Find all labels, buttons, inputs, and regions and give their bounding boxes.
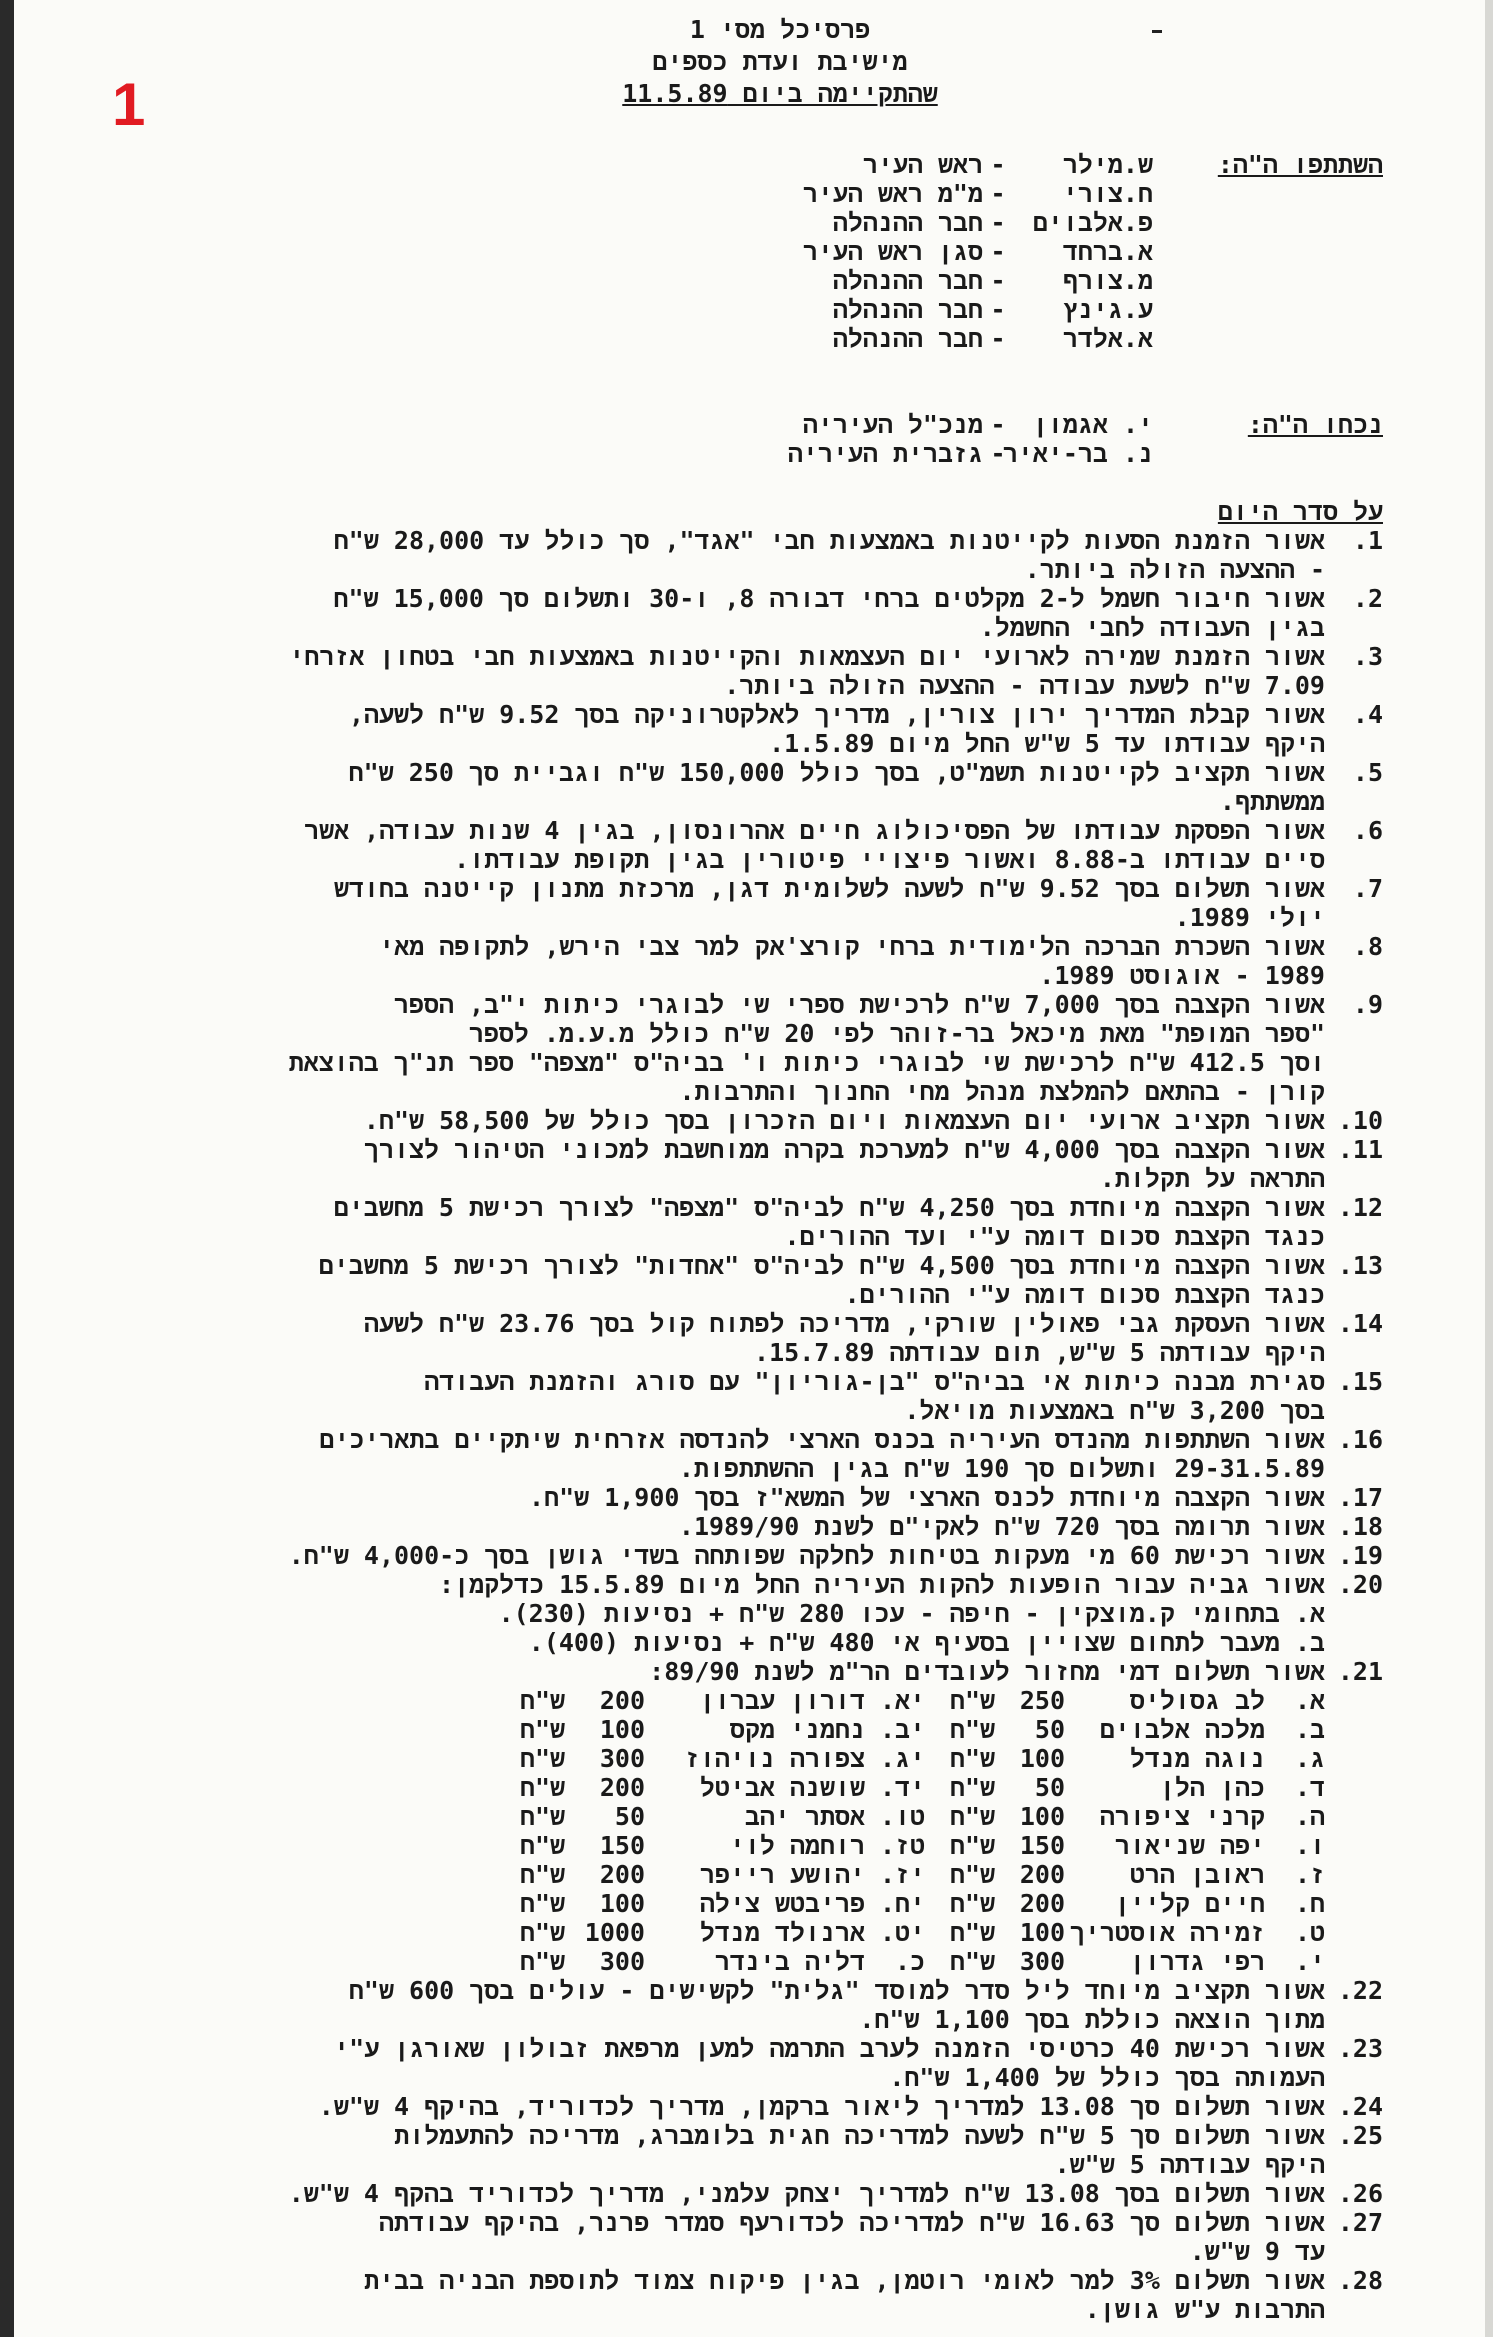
person-name: ח.צורי (1062, 179, 1153, 208)
payment-amount: 300 (1019, 1947, 1065, 1976)
payment-amount: 250 (1019, 1686, 1065, 1715)
agenda-item (173, 2266, 1383, 2324)
payment-letter: טז. (879, 1831, 925, 1860)
agenda-item-number: 18. (1337, 1512, 1383, 1541)
document-header (560, 14, 1000, 110)
person-separator: - (990, 179, 1006, 208)
payment-currency: ש"ח (519, 1744, 565, 1773)
person-role: חבר ההנהלה (832, 324, 983, 353)
payment-letter: ט. (1294, 1918, 1325, 1947)
payment-letter: י. (1294, 1947, 1325, 1976)
payment-letter: יד. (879, 1773, 925, 1802)
agenda-item-number: 17. (1337, 1483, 1383, 1512)
person-row (803, 208, 1153, 237)
agenda-heading: על סדר היום (1217, 497, 1383, 526)
payment-currency: ש"ח (519, 1686, 565, 1715)
payment-letter: א. (1294, 1686, 1325, 1715)
payment-amount: 50 (1034, 1773, 1065, 1802)
agenda-item (173, 1309, 1383, 1367)
agenda-item-number: 4. (1352, 700, 1383, 729)
agenda-item (173, 1512, 1383, 1541)
agenda-item-number: 15. (1337, 1367, 1383, 1396)
payment-currency: ש"ח (949, 1831, 995, 1860)
person-row (788, 410, 1153, 439)
person-name: ש.מילר (1062, 150, 1153, 179)
payment-amount: 200 (599, 1773, 645, 1802)
payment-name: יהושע רייפר (699, 1860, 865, 1889)
payment-amount: 100 (1019, 1918, 1065, 1947)
agenda-item-number: 21. (1337, 1657, 1383, 1686)
payment-name: נחמני מקס (729, 1715, 865, 1744)
payment-letter: ב. (1294, 1715, 1325, 1744)
payment-amount: 300 (599, 1947, 645, 1976)
agenda-item-text: אשור גביה עבור הופעות להקות העיריה החל מיום 15.5.89 כדלקמן: א. בתחומי ק.מוצקין - חיפה - עכו 280 ש"ח + נסיעות (230). ב. מעבר לתחום שצויין בסעיף אי 480 ש"ח + נסיעות (400). (439, 1570, 1325, 1657)
agenda-item-number: 10. (1337, 1106, 1383, 1135)
agenda-item-text: אשור תשלום סך 13.08 למדריך ליאור ברקמן, מדריך לכדוריד, בהיקף 4 ש"ש. (318, 2092, 1325, 2121)
payment-amount: 300 (599, 1744, 645, 1773)
agenda-item-text: אשור הקצבה בסך 4,000 ש"ח למערכת בקרה ממוחשבת למכוני הטיהור לצורך התראה על תקלות. (364, 1135, 1325, 1193)
payment-currency: ש"ח (949, 1947, 995, 1976)
payment-letter: ו. (1294, 1831, 1325, 1860)
payment-letter: יח. (879, 1889, 925, 1918)
agenda-item-number: 27. (1337, 2208, 1383, 2237)
agenda-item-text: אשור תשלום בסך 9.52 ש"ח לשעה לשלומית דגן, מרכזת מתנון קייטנה בחודש יולי 1989. (333, 874, 1325, 932)
person-role: מ"מ ראש העיר (802, 179, 983, 208)
person-separator: - (990, 150, 1006, 179)
agenda-item-text: אשור הזמנת הסעות לקייטנות באמצעות חבי "אגד", סך כולל עד 28,000 ש"ח - ההצעה הזולה ביותר. (333, 526, 1325, 584)
agenda-item (173, 1106, 1383, 1135)
agenda-item-number: 22. (1337, 1976, 1383, 2005)
payment-letter: טו. (879, 1802, 925, 1831)
agenda-item (173, 2121, 1383, 2179)
present-label: נכחו ה"ה: (1247, 410, 1383, 439)
agenda-items (173, 526, 1383, 2324)
agenda-item-text: אשור תקציב לקייטנות תשמ"ט, בסך כולל 150,000 ש"ח וגביית סך 250 ש"ח ממשתתף. (348, 758, 1325, 816)
person-separator: - (990, 324, 1006, 353)
payment-currency: ש"ח (519, 1860, 565, 1889)
payment-name: רוחמה לוי (729, 1831, 865, 1860)
payment-amount: 50 (614, 1802, 645, 1831)
agenda-item (173, 874, 1383, 932)
person-separator: - (990, 439, 1006, 468)
person-role: חבר ההנהלה (832, 295, 983, 324)
payment-name: חיים קליין (1114, 1889, 1265, 1918)
agenda-item (173, 1657, 1383, 1686)
person-separator: - (990, 237, 1006, 266)
agenda-item-number: 20. (1337, 1570, 1383, 1599)
agenda-item (173, 2179, 1383, 2208)
person-role: סגן ראש העיר (802, 237, 983, 266)
present-list (788, 410, 1153, 468)
agenda-item (173, 990, 1383, 1106)
payment-letter: ח. (1294, 1889, 1325, 1918)
person-row (803, 295, 1153, 324)
payment-name: צפורה נויהוז (684, 1744, 865, 1773)
page-number: 1 (112, 71, 146, 138)
payment-amount: 200 (599, 1860, 645, 1889)
participants-list (803, 150, 1153, 353)
payment-name: יפה שניאור (1114, 1831, 1265, 1860)
agenda-item-text: אשור תשלום סך 5 ש"ח לשעה למדריכה חגית בלומברג, מדריכה להתעמלות היקף עבודתה 5 ש"ש. (394, 2121, 1325, 2179)
payment-name: ארנולד מנדל (699, 1918, 865, 1947)
person-row (803, 324, 1153, 353)
agenda-item-number: 12. (1337, 1193, 1383, 1222)
agenda-item (173, 1976, 1383, 2034)
person-row (803, 266, 1153, 295)
agenda-item-text: אשור תרומה בסך 720 ש"ח לאקי"ם לשנת 1989/90. (678, 1512, 1325, 1541)
person-row (803, 237, 1153, 266)
person-role: גזברית העיריה (787, 439, 983, 468)
agenda-item (173, 1425, 1383, 1483)
agenda-item-text: אשור רכישת 40 כרטיסי הזמנה לערב התרמה למען מרפאת זבולון שאורגן ע"י העמותה בסך כולל של 1,400 ש"ח. (334, 2034, 1325, 2092)
agenda-item-number: 11. (1337, 1135, 1383, 1164)
payment-name: זמירה אוסטריך (1069, 1918, 1265, 1947)
scan-mark (1152, 30, 1162, 33)
payment-letter: יט. (879, 1918, 925, 1947)
agenda-item-number: 23. (1337, 2034, 1383, 2063)
payment-currency: ש"ח (949, 1686, 995, 1715)
agenda-item-number: 7. (1352, 874, 1383, 903)
agenda-item-text: אשור השכרת הברכה הלימודית ברחי קורצ'אק למר צבי הירש, לתקופה מאי 1989 - אוגוסט 1989. (379, 932, 1325, 990)
agenda-item-text: אשור הקצבה מיוחדת בסך 4,250 ש"ח לביה"ס "מצפה" לצורך רכישת 5 מחשבים כנגד הקצבת סכום דומה ע"י ועד ההורים. (333, 1193, 1325, 1251)
person-separator: - (990, 266, 1006, 295)
payment-currency: ש"ח (519, 1831, 565, 1860)
person-row (788, 439, 1153, 468)
agenda-item (173, 2208, 1383, 2266)
agenda-item (173, 2034, 1383, 2092)
payment-name: פריבטש צילה (699, 1889, 865, 1918)
agenda-item-text: אשור הפסקת עבודתו של הפסיכולוג חיים אהרונסון, בגין 4 שנות עבודה, אשר סיים עבודתו ב-8.88 ואשור פיצויי פיטורין בגין תקופת עבודתו. (304, 816, 1325, 874)
agenda-item (173, 642, 1383, 700)
payment-amount: 150 (599, 1831, 645, 1860)
payment-currency: ש"ח (519, 1889, 565, 1918)
agenda-item (173, 526, 1383, 584)
payment-amount: 50 (1034, 1715, 1065, 1744)
payment-name: קרני ציפורה (1099, 1802, 1265, 1831)
person-role: חבר ההנהלה (832, 266, 983, 295)
payment-name: כהן הלן (1159, 1773, 1265, 1802)
agenda-item-number: 2. (1352, 584, 1383, 613)
payment-name: רפי גדרון (1129, 1947, 1265, 1976)
agenda-item (173, 816, 1383, 874)
payment-currency: ש"ח (949, 1918, 995, 1947)
payment-name: דליה בינדר (714, 1947, 865, 1976)
agenda-item-text: אשור תקציב ארועי יום העצמאות ויום הזכרון בסך כולל של 58,500 ש"ח. (363, 1106, 1325, 1135)
payment-currency: ש"ח (519, 1802, 565, 1831)
header-title: פרסיכל מסי 1 (689, 15, 871, 44)
payment-letter: ז. (1294, 1860, 1325, 1889)
payment-name: נוגה מנדל (1129, 1744, 1265, 1773)
payment-currency: ש"ח (519, 1918, 565, 1947)
agenda-item (173, 1483, 1383, 1512)
agenda-item-text: אשור תשלום סך 16.63 ש"ח למדריכה לכדורעף סמדר פרנר, בהיקף עבודתה עד 9 ש"ש. (379, 2208, 1325, 2266)
agenda-item-text: אשור השתתפות מהנדס העיריה בכנס הארצי להנדסה אזרחית שיתקיים בתאריכים 29-31.5.89 ותשלום סך 190 ש"ח בגין ההשתתפות. (319, 1425, 1325, 1483)
agenda-item (173, 1135, 1383, 1193)
payment-letter: יז. (879, 1860, 925, 1889)
payment-letter: יג. (879, 1744, 925, 1773)
payment-amount: 100 (1019, 1802, 1065, 1831)
agenda-item-number: 19. (1337, 1541, 1383, 1570)
payment-currency: ש"ח (949, 1889, 995, 1918)
payment-currency: ש"ח (949, 1773, 995, 1802)
agenda-item (173, 1541, 1383, 1570)
agenda-item-number: 24. (1337, 2092, 1383, 2121)
person-name: א.ברחד (1062, 237, 1153, 266)
agenda-item-number: 3. (1352, 642, 1383, 671)
person-role: ראש העיר (862, 150, 983, 179)
payment-letter: יא. (879, 1686, 925, 1715)
agenda-item-text: אשור תשלום בסך 13.08 ש"ח למדריך יצחק עלמני, מדריך לכדוריד בהקף 4 ש"ש. (288, 2179, 1325, 2208)
payment-name: מלכה אלבוים (1099, 1715, 1265, 1744)
payment-amount: 150 (1019, 1831, 1065, 1860)
person-row (803, 150, 1153, 179)
person-name: י. אגמון (1032, 410, 1153, 439)
agenda-item-number: 16. (1337, 1425, 1383, 1454)
payment-amount: 1000 (584, 1918, 645, 1947)
agenda-item-text: אשור הקצבה מיוחדת לכנס הארצי של המשא"ז בסך 1,900 ש"ח. (529, 1483, 1325, 1512)
payment-amount: 200 (1019, 1860, 1065, 1889)
person-role: חבר ההנהלה (832, 208, 983, 237)
agenda-item (173, 932, 1383, 990)
payment-name: דורון עברון (699, 1686, 865, 1715)
person-separator: - (990, 208, 1006, 237)
payment-currency: ש"ח (519, 1773, 565, 1802)
agenda-item-text: אשור הקצבה בסך 7,000 ש"ח לרכישת ספרי שי לבוגרי כיתות י"ב, הספר "ספר המופת" מאת מיכאל בר-זוהר לפי 20 ש"ח כולל מ.ע.מ. לספר וסך 412.5 ש"ח לרכישת שי לבוגרי כיתות ו' בביה"ס "מצפה" ספר תנ"ך בהוצאת קורן - בהתאם להמלצת מנהל מחי החנוך והתרבות. (288, 990, 1325, 1106)
agenda-item-text: אשור תקציב מיוחד ליל סדר למוסד "גלית" לקשישים - עולים בסך 600 ש"ח מתוך הוצאה כוללת בסך 1,100 ש"ח. (348, 1976, 1325, 2034)
payment-name: לב גסוליס (1129, 1686, 1265, 1715)
header-subtitle: מישיבת ועדת כספים (652, 47, 908, 76)
payment-letter: יב. (879, 1715, 925, 1744)
agenda-item-number: 28. (1337, 2266, 1383, 2295)
payment-name: ראובן הרט (1129, 1860, 1265, 1889)
agenda-item-number: 14. (1337, 1309, 1383, 1338)
agenda-item (173, 700, 1383, 758)
participants-label: השתתפו ה"ה: (1217, 150, 1383, 179)
agenda-item (173, 584, 1383, 642)
payment-amount: 100 (1019, 1744, 1065, 1773)
agenda-item (173, 1193, 1383, 1251)
payments-table (425, 1686, 1383, 1976)
person-name: א.אלדר (1062, 324, 1153, 353)
agenda-item (173, 1367, 1383, 1425)
agenda-item (173, 758, 1383, 816)
agenda-item-number: 13. (1337, 1251, 1383, 1280)
agenda-item (173, 2092, 1383, 2121)
person-separator: - (990, 295, 1006, 324)
agenda-item-number: 26. (1337, 2179, 1383, 2208)
person-name: ע.גינץ (1062, 295, 1153, 324)
payment-currency: ש"ח (949, 1860, 995, 1889)
agenda-item-text: אשור חיבור חשמל ל-2 מקלטים ברחי דבורה 8, ו-30 ותשלום סך 15,000 ש"ח בגין העבודה לחבי החשמל. (333, 584, 1325, 642)
payment-letter: ה. (1294, 1802, 1325, 1831)
agenda-item (173, 1251, 1383, 1309)
agenda-item-number: 5. (1352, 758, 1383, 787)
payment-currency: ש"ח (949, 1715, 995, 1744)
agenda-item-number: 8. (1352, 932, 1383, 961)
agenda-item-text: אשור הקצבה מיוחדת בסך 4,500 ש"ח לביה"ס "אחדות" לצורך רכישת 5 מחשבים כנגד הקצבת סכום דומה ע"י ההורים. (318, 1251, 1325, 1309)
agenda-item-text: אשור הזמנת שמירה לארועי יום העצמאות והקייטנות באמצעות חבי בטחון אזרחי 7.09 ש"ח לשעת עבודה - ההצעה הזולה ביותר. (289, 642, 1325, 700)
payment-amount: 200 (599, 1686, 645, 1715)
scan-edge-left (0, 0, 14, 2337)
agenda-item-text: אשור תשלום 3% למר לאומי רוטמן, בגין פיקוח צמוד לתוספת הבניה בבית התרבות ע"ש גושן. (364, 2266, 1325, 2324)
agenda-item-text: סגירת מבנה כיתות אי בביה"ס "בן-גוריון" עם סורג והזמנת העבודה בסך 3,200 ש"ח באמצעות מויאל. (424, 1367, 1325, 1425)
agenda-item-number: 9. (1352, 990, 1383, 1019)
person-role: מנכ"ל העיריה (802, 410, 983, 439)
payment-amount: 100 (599, 1889, 645, 1918)
agenda-item (173, 1570, 1383, 1657)
person-separator: - (990, 410, 1006, 439)
payment-letter: כ. (894, 1947, 925, 1976)
person-name: נ. בר-יאיר (1002, 439, 1153, 468)
agenda-item-number: 1. (1352, 526, 1383, 555)
payment-currency: ש"ח (519, 1947, 565, 1976)
agenda-item-number: 25. (1337, 2121, 1383, 2150)
person-name: מ.צורף (1062, 266, 1153, 295)
agenda-item-number: 6. (1352, 816, 1383, 845)
agenda-item-text: אשור רכישת 60 מי מעקות בטיחות לחלקה שפותחה בשדי גושן בסך כ-4,000 ש"ח. (288, 1541, 1325, 1570)
person-row (803, 179, 1153, 208)
payment-amount: 200 (1019, 1889, 1065, 1918)
agenda-item-text: אשור העסקת גבי פאולין שורקי, מדריכה לפתוח קול בסך 23.76 ש"ח לשעה היקף עבודתה 5 ש"ש, תום עבודתה 15.7.89. (363, 1309, 1325, 1367)
agenda-item-text: אשור תשלום דמי מחזור לעובדים הר"מ לשנת 89/90: (649, 1657, 1325, 1686)
payment-currency: ש"ח (949, 1802, 995, 1831)
payment-name: שושנה אביטל (699, 1773, 865, 1802)
payment-name: אסתר יהב (744, 1802, 865, 1831)
agenda-item-text: אשור קבלת המדריך ירון צורין, מדריך לאלקטרוניקה בסך 9.52 ש"ח לשעה, היקף עבודתו עד 5 ש"ש החל מיום 1.5.89. (348, 700, 1325, 758)
payment-currency: ש"ח (519, 1715, 565, 1744)
payment-letter: ג. (1294, 1744, 1325, 1773)
scan-edge-right (1485, 0, 1493, 2337)
payment-amount: 100 (599, 1715, 645, 1744)
payment-currency: ש"ח (949, 1744, 995, 1773)
header-date: שהתקיימה ביום 11.5.89 (622, 79, 938, 108)
payment-letter: ד. (1294, 1773, 1325, 1802)
person-name: פ.אלבוים (1032, 208, 1153, 237)
